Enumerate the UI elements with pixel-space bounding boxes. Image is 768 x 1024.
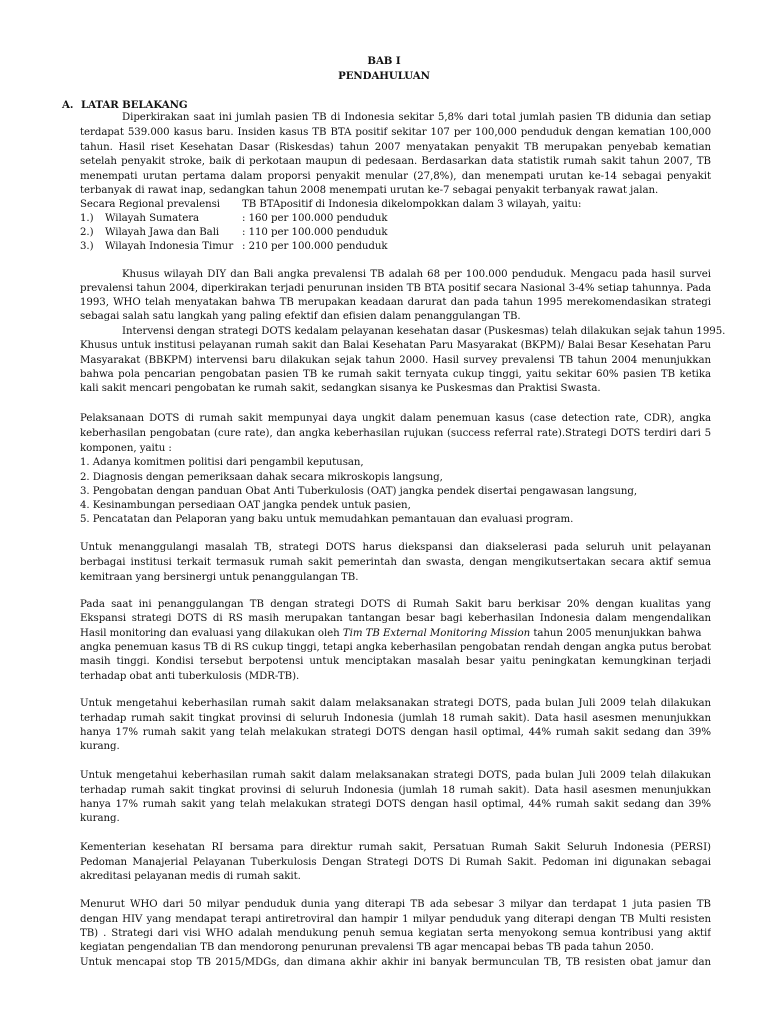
text-line: prevalensi tahun 2004, diperkirakan terjadi penurunan insiden TB BTA positif secara Nasional 3-4% setiap tahunnya. Pada bbox=[80, 283, 711, 294]
mission-name: Tim TB External Monitoring Mission bbox=[342, 628, 531, 639]
text-line: hanya 17% rumah sakit yang telah melakukan strategi DOTS dengan hasil optimal, 44% rumah sakit sedang dan 39% bbox=[80, 799, 711, 810]
text-line: keberhasilan pengobatan (cure rate), dan angka keberhasilan rujukan (success referral rate).Strategi DOTS terdiri dari 5 bbox=[80, 428, 711, 439]
text-line: 1993, WHO telah menyatakan bahwa TB merupakan keadaan darurat dan pada tahun 1995 merekomendasikan strategi bbox=[80, 297, 711, 308]
text-line: kegiatan pengendalian TB dan mendorong penurunan prevalensi TB agar mencapai bebas TB pada tahun 2050. bbox=[80, 942, 654, 953]
text-line: dengan HIV yang mendapat terapi antiretroviral dan hampir 1 milyar penduduk yang diterapi dengan TB Multi resisten bbox=[80, 914, 711, 925]
prevalence-row-value: : 160 per 100.000 penduduk bbox=[242, 213, 388, 224]
section-title: LATAR BELAKANG bbox=[81, 99, 188, 111]
prevalence-row-region: Wilayah Jawa dan Bali bbox=[105, 227, 220, 238]
text-line: terbanyak di rawat inap, sedangkan tahun 2008 menempati urutan ke-7 sebagai penyakit terbanyak rawat jalan. bbox=[80, 185, 659, 196]
text-line: Khusus untuk institusi pelayanan rumah sakit dan Balai Kesehatan Paru Masyarakat (BKPM)/ Balai Besar Kesehatan Paru bbox=[80, 340, 711, 351]
text-line: Untuk mengetahui keberhasilan rumah sakit dalam melaksanakan strategi DOTS, pada bulan Juli 2009 telah dilakukan bbox=[80, 698, 711, 709]
prevalence-row-value: : 110 per 100.000 penduduk bbox=[242, 227, 388, 238]
list-item: 1. Adanya komitmen politisi dari pengambil keputusan, bbox=[80, 457, 364, 468]
text-line: Untuk menanggulangi masalah TB, strategi DOTS harus diekspansi dan diakselerasi pada seluruh unit pelayanan bbox=[80, 542, 711, 553]
section-number: A. bbox=[62, 99, 74, 111]
prevalence-row-num: 1.) bbox=[80, 213, 94, 224]
list-item: 3. Pengobatan dengan panduan Obat Anti Tuberkulosis (OAT) jangka pendek disertai pengawasan langsung, bbox=[80, 486, 638, 497]
text-line: Khusus wilayah DIY dan Bali angka prevalensi TB adalah 68 per 100.000 penduduk. Mengacu pada hasil survei bbox=[122, 269, 711, 280]
text-line: Diperkirakan saat ini jumlah pasien TB di Indonesia sekitar 5,8% dari total jumlah pasien TB didunia dan setiap bbox=[122, 112, 711, 123]
text-line: Untuk mencapai stop TB 2015/MDGs, dan dimana akhir akhir ini banyak bermunculan TB, TB resisten obat jamur dan bbox=[80, 957, 711, 968]
prevalence-row-region: Wilayah Sumatera bbox=[105, 213, 200, 224]
text-line: Pada saat ini penanggulangan TB dengan strategi DOTS di Rumah Sakit baru berkisar 20% dengan kualitas yang bbox=[80, 599, 711, 610]
text-line: angka penemuan kasus TB di RS cukup tinggi, tetapi angka keberhasilan pengobatan rendah dengan angka putus berobat bbox=[80, 642, 711, 653]
text-line: Ekspansi strategi DOTS di RS masih merupakan tantangan besar bagi keberhasilan Indonesia dalam mengendalikan bbox=[80, 613, 711, 624]
text-line: Untuk mengetahui keberhasilan rumah sakit dalam melaksanakan strategi DOTS, pada bulan Juli 2009 telah dilakukan bbox=[80, 770, 711, 781]
text-line: sebagai salah satu langkah yang paling efektif dan efisien dalam penanggulangan TB. bbox=[80, 311, 521, 322]
prevalence-label-right: TB BTApositif di Indonesia dikelompokkan dalam 3 wilayah, yaitu: bbox=[242, 199, 582, 210]
text-line: menempati urutan pertama dalam proporsi penyakit menular (27,8%), dan menempati urutan ke-14 sebagai penyakit bbox=[80, 171, 711, 182]
text-line: masih tinggi. Kondisi tersebut berpotensi untuk menciptakan masalah besar yaitu peningkatan kemungkinan terjadi bbox=[80, 656, 711, 667]
text-line: Kementerian kesehatan RI bersama para direktur rumah sakit, Persatuan Rumah Sakit Seluruh Indonesia (PERSI) bbox=[80, 842, 711, 853]
text-line: Hasil monitoring dan evaluasi yang dilakukan oleh Tim TB External Monitoring Mission tahun 2005 menunjukkan bahwa bbox=[80, 628, 702, 639]
text-line: Intervensi dengan strategi DOTS kedalam pelayanan kesehatan dasar (Puskesmas) telah dilakukan sejak tahun 1995. bbox=[122, 326, 726, 337]
list-item: 2. Diagnosis dengan pemeriksaan dahak secara mikroskopis langsung, bbox=[80, 472, 443, 483]
text-line: kali sakit mencari pengobatan ke rumah sakit, sedangkan sisanya ke Puskesmas dan Praktisi Swasta. bbox=[80, 383, 601, 394]
text-line: Pelaksanaan DOTS di rumah sakit mempunyai daya ungkit dalam penemuan kasus (case detection rate, CDR), angka bbox=[80, 413, 711, 424]
prevalence-label: Secara Regional prevalensi bbox=[80, 199, 220, 210]
prevalence-row-num: 3.) bbox=[80, 241, 94, 252]
text-line: terhadap rumah sakit tingkat provinsi di seluruh Indonesia (jumlah 18 rumah sakit). Data hasil asesmen menunjukkan bbox=[80, 785, 711, 796]
text-line: kemitraan yang bersinergi untuk penanggulangan TB. bbox=[80, 572, 359, 583]
list-item: 5. Pencatatan dan Pelaporan yang baku untuk memudahkan pemantauan dan evaluasi program. bbox=[80, 514, 574, 525]
prevalence-row-value: : 210 per 100.000 penduduk bbox=[242, 241, 388, 252]
text-line: terdapat 539.000 kasus baru. Insiden kasus TB BTA positif sekitar 107 per 100,000 penduduk dengan kematian 100,000 bbox=[80, 127, 711, 138]
chapter-title: PENDAHULUAN bbox=[338, 70, 430, 82]
text-line: Pedoman Manajerial Pelayanan Tuberkulosis Dengan Strategi DOTS Di Rumah Sakit. Pedoman ini digunakan sebagai bbox=[80, 857, 711, 868]
text-line: kurang. bbox=[80, 741, 120, 752]
text-line: terhadap rumah sakit tingkat provinsi di seluruh Indonesia (jumlah 18 rumah sakit). Data hasil asesmen menunjukkan bbox=[80, 713, 711, 724]
list-item: 4. Kesinambungan persediaan OAT jangka pendek untuk pasien, bbox=[80, 500, 411, 511]
text-line: tahun. Hasil riset Kesehatan Dasar (Riskesdas) tahun 2007 menyatakan penyakit TB merupakan penyebab kematian bbox=[80, 142, 711, 153]
text-line: hanya 17% rumah sakit yang telah melakukan strategi DOTS dengan hasil optimal, 44% rumah sakit sedang dan 39% bbox=[80, 727, 711, 738]
chapter-number: BAB I bbox=[367, 55, 401, 67]
text-line: bahwa pola pencarian pengobatan pasien TB ke rumah sakit ternyata cukup tinggi, yaitu sekitar 60% pasien TB ketika bbox=[80, 369, 711, 380]
text-line: Masyarakat (BBKPM) intervensi baru dilakukan sejak tahun 2000. Hasil survey prevalensi TB tahun 2004 menunjukkan bbox=[80, 355, 711, 366]
text-line: akreditasi pelayanan medis di rumah sakit. bbox=[80, 871, 301, 882]
text-line: komponen, yaitu : bbox=[80, 443, 172, 454]
prevalence-row-num: 2.) bbox=[80, 227, 94, 238]
prevalence-row-region: Wilayah Indonesia Timur bbox=[105, 241, 234, 252]
text-line: Menurut WHO dari 50 milyar penduduk dunia yang diterapi TB ada sebesar 3 milyar dan terdapat 1 juta pasien TB bbox=[80, 899, 711, 910]
text-line: setelah penyakit stroke, baik di perkotaan maupun di pedesaan. Berdasarkan data statistik rumah sakit tahun 2007, TB bbox=[80, 156, 711, 167]
text-line: terhadap obat anti tuberkulosis (MDR-TB). bbox=[80, 671, 300, 682]
text-line: kurang. bbox=[80, 813, 120, 824]
text-line: berbagai institusi terkait termasuk rumah sakit pemerintah dan swasta, dengan mengikutsertakan secara aktif semua bbox=[80, 557, 711, 568]
text-line: TB) . Strategi dari visi WHO adalah mendukung penuh semua kegiatan serta menyokong semua kontribusi yang aktif bbox=[80, 928, 711, 939]
